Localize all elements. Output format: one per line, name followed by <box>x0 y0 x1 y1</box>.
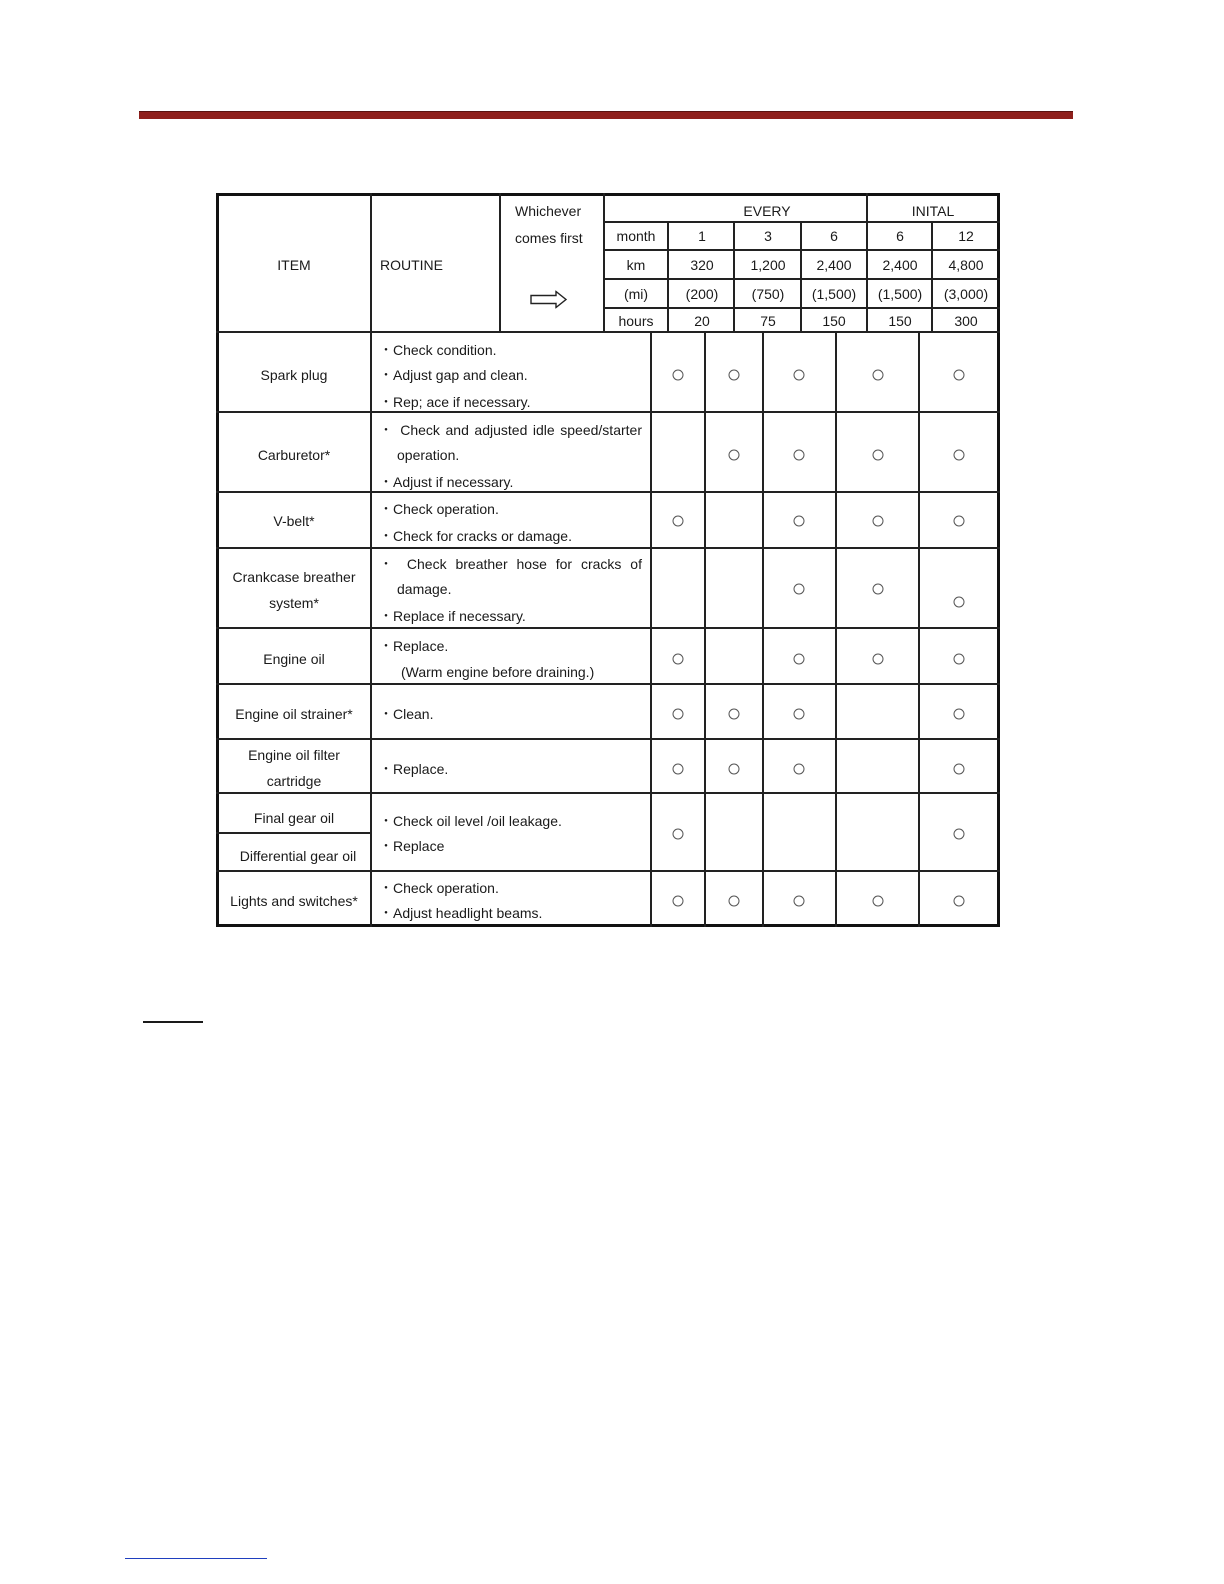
check-circle-icon <box>794 584 805 595</box>
routine-text: ・Replace. <box>379 638 449 654</box>
interval-value: 300 <box>954 313 978 329</box>
grid-line-h <box>604 307 1000 309</box>
check-circle-icon <box>954 516 965 527</box>
grid-line-h <box>604 249 1000 251</box>
header-routine: ROUTINE <box>380 257 443 273</box>
grid-line-h <box>216 870 1000 872</box>
routine-text: operation. <box>397 447 460 463</box>
check-circle-icon <box>873 896 884 907</box>
grid-line-h <box>216 491 1000 493</box>
check-circle-icon <box>794 370 805 381</box>
grid-line-v <box>603 193 605 332</box>
interval-value: 1 <box>698 228 706 244</box>
grid-line-v <box>650 332 652 927</box>
routine-text: ・Clean. <box>379 706 434 722</box>
check-circle-icon <box>873 450 884 461</box>
interval-value: (200) <box>685 286 719 302</box>
item-label: Carburetor* <box>257 447 331 463</box>
check-circle-icon <box>729 764 740 775</box>
check-circle-icon <box>954 709 965 720</box>
check-circle-icon <box>954 450 965 461</box>
interval-value: 12 <box>958 228 974 244</box>
routine-text: (Warm engine before draining.) <box>401 664 595 680</box>
header-every: EVERY <box>743 203 791 219</box>
check-circle-icon <box>954 829 965 840</box>
interval-value: 2,400 <box>816 257 852 273</box>
routine-text: ・Adjust gap and clean. <box>379 367 528 383</box>
check-circle-icon <box>794 764 805 775</box>
item-label: cartridge <box>266 773 322 789</box>
item-label: Lights and switches* <box>230 893 358 909</box>
routine-text: ・Check for cracks or damage. <box>379 528 572 544</box>
right-arrow-icon <box>530 291 568 314</box>
item-label: Differential gear oil <box>239 848 357 864</box>
grid-line-h <box>216 331 1000 333</box>
grid-line-v <box>499 193 501 332</box>
grid-line-v <box>733 222 735 332</box>
note-underline <box>143 1021 203 1023</box>
routine-text: ・Replace. <box>379 761 449 777</box>
header-rule <box>139 111 1073 119</box>
grid-line-h <box>216 738 1000 740</box>
interval-value: (1,500) <box>877 286 923 302</box>
check-circle-icon <box>673 370 684 381</box>
check-circle-icon <box>729 370 740 381</box>
routine-text: ・Rep; ace if necessary. <box>379 394 531 410</box>
grid-line-v <box>800 222 802 332</box>
interval-value: 2,400 <box>882 257 918 273</box>
routine-text: damage. <box>397 581 452 597</box>
grid-line-h <box>216 411 1000 413</box>
check-circle-icon <box>954 764 965 775</box>
interval-value: 6 <box>896 228 904 244</box>
interval-value: 4,800 <box>948 257 984 273</box>
routine-text: ・Replace if necessary. <box>379 608 526 624</box>
unit-label: hours <box>618 313 654 329</box>
check-circle-icon <box>729 450 740 461</box>
maintenance-schedule-table <box>216 193 1000 927</box>
header-comes-first: comes first <box>515 230 583 246</box>
check-circle-icon <box>673 516 684 527</box>
routine-text: ・Check condition. <box>379 342 497 358</box>
grid-line-h <box>604 221 1000 223</box>
grid-line-h <box>216 683 1000 685</box>
check-circle-icon <box>954 597 965 608</box>
item-label: system* <box>269 595 319 611</box>
unit-label: km <box>626 257 646 273</box>
check-circle-icon <box>673 654 684 665</box>
interval-value: (750) <box>751 286 785 302</box>
interval-value: (1,500) <box>811 286 857 302</box>
routine-text: ・ Check breather hose for cracks of <box>379 556 642 572</box>
item-label: V-belt* <box>273 513 315 529</box>
routine-text: ・Replace <box>379 838 445 854</box>
item-label: Engine oil <box>263 651 325 667</box>
check-circle-icon <box>794 516 805 527</box>
interval-value: 150 <box>822 313 846 329</box>
item-label: Engine oil filter <box>248 747 340 763</box>
check-circle-icon <box>794 450 805 461</box>
routine-text: ・Check operation. <box>379 501 499 517</box>
item-label: Spark plug <box>260 367 328 383</box>
check-circle-icon <box>729 896 740 907</box>
grid-line-v <box>704 332 706 927</box>
routine-text: ・Check oil level /oil leakage. <box>379 813 562 829</box>
item-label: Final gear oil <box>253 810 335 826</box>
check-circle-icon <box>954 654 965 665</box>
routine-text: ・ Check and adjusted idle speed/starter <box>379 422 642 438</box>
check-circle-icon <box>729 709 740 720</box>
check-circle-icon <box>873 516 884 527</box>
grid-line-v <box>762 332 764 927</box>
grid-line-v <box>667 222 669 332</box>
interval-value: 320 <box>690 257 714 273</box>
header-initial: INITAL <box>911 203 955 219</box>
item-label: Engine oil strainer* <box>235 706 353 722</box>
check-circle-icon <box>794 896 805 907</box>
check-circle-icon <box>873 654 884 665</box>
unit-label: month <box>616 228 656 244</box>
grid-line-v <box>866 193 868 332</box>
grid-line-v <box>918 332 920 927</box>
routine-text: ・Adjust headlight beams. <box>379 905 543 921</box>
check-circle-icon <box>673 896 684 907</box>
item-label: Crankcase breather <box>232 569 356 585</box>
routine-text: ・Check operation. <box>379 880 499 896</box>
unit-label: (mi) <box>623 286 649 302</box>
grid-line-h <box>216 832 371 834</box>
grid-line-h <box>604 278 1000 280</box>
grid-line-h <box>216 792 1000 794</box>
check-circle-icon <box>954 370 965 381</box>
check-circle-icon <box>873 370 884 381</box>
grid-line-h <box>216 627 1000 629</box>
interval-value: 6 <box>830 228 838 244</box>
grid-line-v <box>370 193 372 927</box>
check-circle-icon <box>954 896 965 907</box>
interval-value: 150 <box>888 313 912 329</box>
check-circle-icon <box>673 709 684 720</box>
header-whichever: Whichever <box>515 203 582 219</box>
interval-value: 20 <box>694 313 710 329</box>
interval-value: 1,200 <box>750 257 786 273</box>
grid-line-h <box>216 547 1000 549</box>
footnote-link-line <box>125 1558 267 1559</box>
header-item: ITEM <box>277 257 311 273</box>
check-circle-icon <box>673 764 684 775</box>
grid-line-v <box>835 332 837 927</box>
routine-text: ・Adjust if necessary. <box>379 474 514 490</box>
check-circle-icon <box>794 709 805 720</box>
interval-value: 3 <box>764 228 772 244</box>
interval-value: 75 <box>760 313 776 329</box>
check-circle-icon <box>873 584 884 595</box>
interval-value: (3,000) <box>943 286 989 302</box>
check-circle-icon <box>673 829 684 840</box>
check-circle-icon <box>794 654 805 665</box>
grid-line-v <box>931 222 933 332</box>
